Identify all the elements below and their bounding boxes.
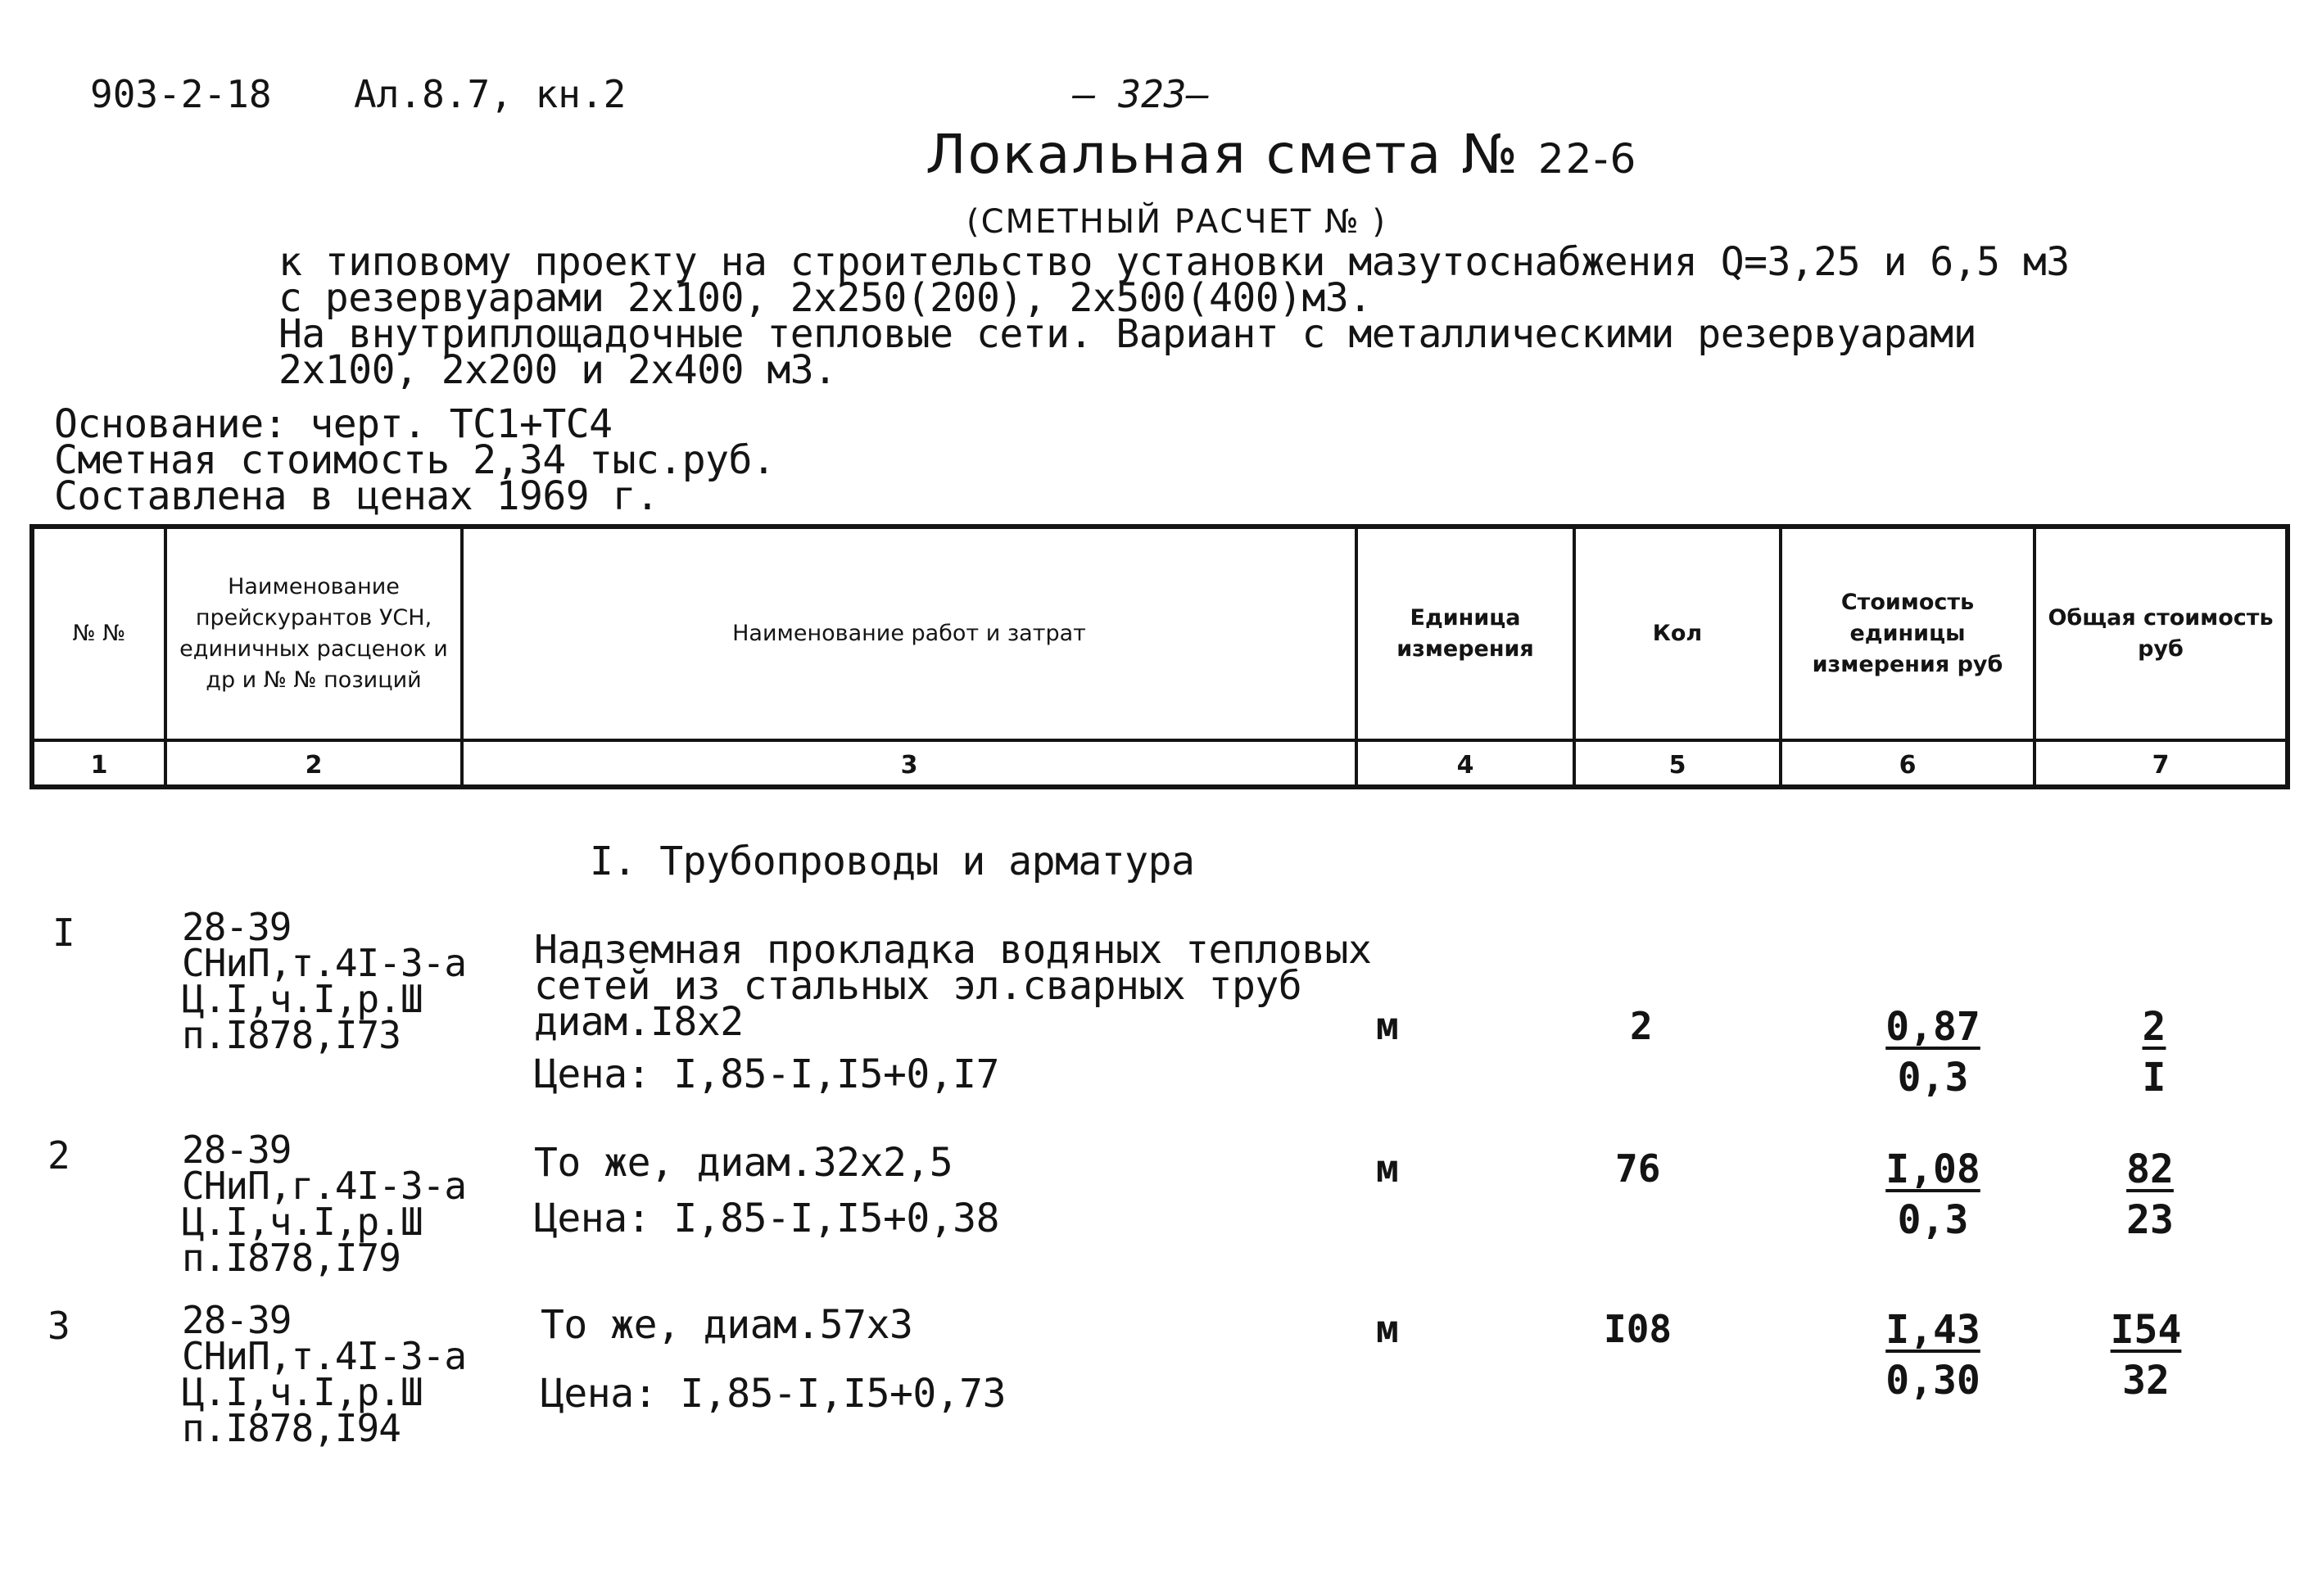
row-price-code (182, 1298, 467, 1450)
row-total-cost (2113, 1004, 2195, 1101)
row-total-cost (2105, 1146, 2195, 1243)
code-line: СНиП,т.4I-3-а (182, 1334, 467, 1378)
unit-cost-bottom: 0,30 (1885, 1358, 1980, 1404)
price-formula: Цена: I,85-I,I5+0,38 (534, 1196, 999, 1241)
column-number: 5 (1668, 750, 1686, 780)
basis-prices: Составлена в ценах 1969 г. (54, 473, 659, 519)
row-unit-cost (1867, 1307, 1998, 1404)
basis-block (54, 401, 776, 519)
column-header-price-lists: Наименование прейскурантов УСН, единичных расценок и др и № № позиций (179, 574, 448, 693)
column-number: 6 (1899, 750, 1917, 780)
unit-cost-bottom: 0,3 (1897, 1055, 1969, 1101)
column-header-total-cost: Общая стоимость руб (2048, 605, 2274, 662)
row-price-code (182, 1128, 467, 1280)
intro-paragraph (278, 239, 2070, 393)
column-header-quantity: Кол (1652, 621, 1703, 646)
price-formula: Цена: I,85-I,I5+0,I7 (534, 1051, 999, 1097)
section-title: I. Трубопроводы и арматура (590, 839, 1195, 884)
row-unit: м (1376, 1307, 1399, 1351)
total-cost-top: 82 (2126, 1146, 2174, 1192)
work-line: диам.I8х2 (534, 999, 744, 1045)
code-line: СНиП,г.4I-3-а (182, 1164, 467, 1208)
row-number: I (52, 911, 75, 955)
column-header-number: № № (72, 621, 126, 646)
row-work-description (541, 1302, 1006, 1417)
work-line: Надземная прокладка водяных тепловых (534, 927, 1372, 973)
code-line: 28-39 (182, 1298, 292, 1342)
unit-cost-top: I,43 (1885, 1307, 1980, 1353)
row-unit: м (1376, 1004, 1399, 1048)
total-cost-bottom: 23 (2126, 1197, 2174, 1243)
estimate-table-header (29, 524, 2290, 789)
document-code: 903-2-18 (90, 72, 272, 116)
unit-cost-top: 0,87 (1885, 1004, 1980, 1050)
row-quantity: I08 (1604, 1307, 1672, 1351)
row-unit-cost (1867, 1146, 1998, 1243)
basis-foundation: Основание: черт. ТС1+ТС4 (54, 401, 613, 447)
row-unit-cost (1867, 1004, 1998, 1101)
unit-cost-bottom: 0,3 (1897, 1197, 1969, 1243)
row-unit: м (1376, 1146, 1399, 1191)
page-title (926, 123, 1637, 186)
code-line: Ц.I,ч.I,р.Ш (182, 1200, 423, 1244)
code-line: Ц.I,ч.I,р.Ш (182, 977, 423, 1021)
column-number: 4 (1456, 750, 1474, 780)
row-work-description (534, 927, 1372, 1097)
row-number: 2 (48, 1133, 70, 1178)
column-number: 2 (305, 750, 323, 780)
column-number: 3 (900, 750, 918, 780)
code-line: 28-39 (182, 1128, 292, 1172)
row-work-description (534, 1140, 999, 1241)
work-line: То же, диам.32х2,5 (534, 1140, 953, 1186)
title-text: Локальная смета № (926, 123, 1519, 186)
total-cost-top: I54 (2110, 1307, 2182, 1353)
intro-line: с резервуарами 2х100, 2х250(200), 2х500(400)м3. (278, 275, 1372, 321)
row-total-cost (2097, 1307, 2195, 1404)
page-subtitle: (СМЕТНЫЙ РАСЧЕТ № ) (966, 203, 1387, 241)
row-quantity: 76 (1615, 1146, 1661, 1191)
code-line: Ц.I,ч.I,р.Ш (182, 1370, 423, 1414)
code-line: п.I878,I79 (182, 1236, 401, 1280)
code-line: п.I878,I73 (182, 1013, 401, 1057)
album-reference: Ал.8.7, кн.2 (354, 72, 627, 116)
basis-cost: Сметная стоимость 2,34 тыс.руб. (54, 437, 776, 483)
total-cost-bottom: 32 (2122, 1358, 2170, 1404)
column-header-unit-cost: Стоимость единицы измерения руб (1812, 590, 2003, 677)
unit-cost-top: I,08 (1885, 1146, 1980, 1192)
column-header-works: Наименование работ и затрат (732, 621, 1086, 646)
total-cost-bottom: I (2142, 1055, 2166, 1101)
row-price-code (182, 905, 467, 1057)
row-number: 3 (48, 1304, 70, 1348)
work-line: То же, диам.57х3 (541, 1302, 913, 1348)
column-number: 1 (90, 750, 108, 780)
total-cost-top: 2 (2142, 1004, 2166, 1050)
intro-line: На внутриплощадочные тепловые сети. Вариант с металлическими резервуарами (278, 311, 1977, 357)
work-line: сетей из стальных эл.сварных труб (534, 963, 1302, 1009)
price-formula: Цена: I,85-I,I5+0,73 (541, 1371, 1006, 1417)
estimate-number: 22-6 (1537, 135, 1638, 183)
page-number: — 323— (1073, 72, 1210, 116)
intro-line: 2х100, 2х200 и 2х400 м3. (278, 347, 837, 393)
row-quantity: 2 (1630, 1004, 1653, 1048)
column-header-unit: Единица измерения (1396, 605, 1534, 662)
code-line: п.I878,I94 (182, 1406, 401, 1450)
code-line: 28-39 (182, 905, 292, 949)
intro-line: к типовому проекту на строительство установки мазутоснабжения Q=3,25 и 6,5 м3 (278, 239, 2070, 285)
column-number: 7 (2152, 750, 2170, 780)
code-line: СНиП,т.4I-3-а (182, 941, 467, 985)
